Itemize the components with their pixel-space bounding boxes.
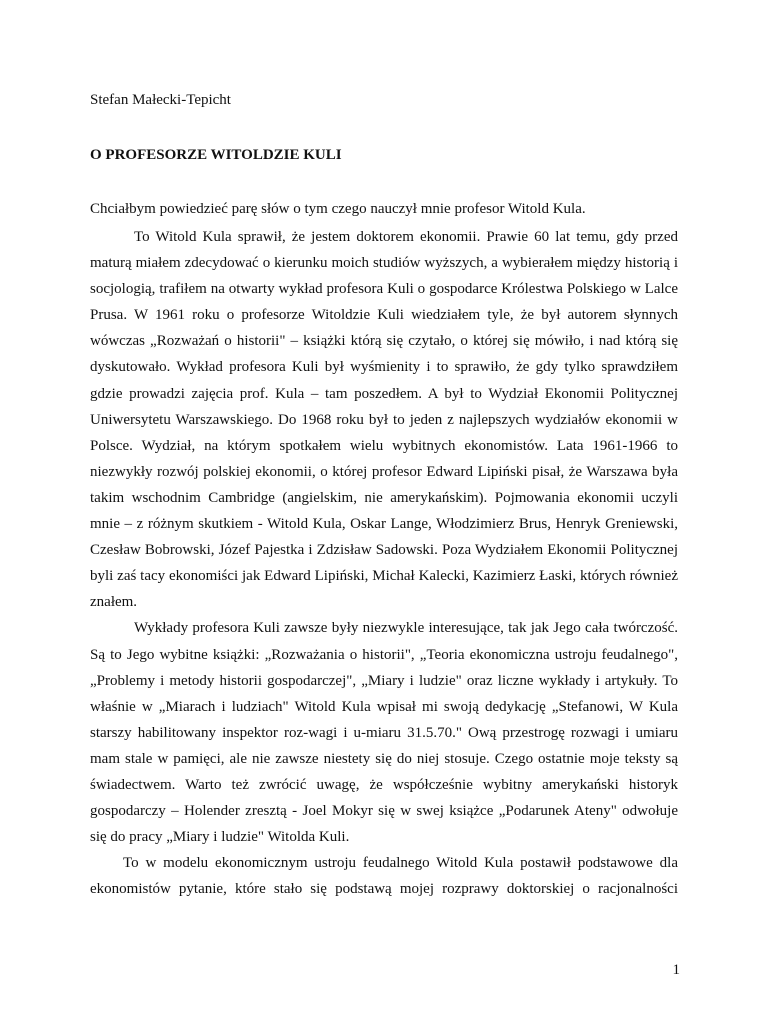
body-line: Wykłady profesora Kuli zawsze były niezwykle interesujące, tak jak Jego cała twórczość. (134, 620, 678, 637)
article-title: O PROFESORZE WITOLDZIE KULI (90, 147, 342, 163)
body-line: To Witold Kula sprawił, że jestem doktorem ekonomii. Prawie 60 lat temu, gdy przed (134, 229, 678, 245)
page-number: 1 (672, 962, 680, 978)
body-text (90, 224, 678, 902)
body-line: gdzie prowadzi zajęcia prof. Kula – tam poszedłem. A był to Wydział Ekonomii Politycznej (90, 385, 678, 402)
author-name: Stefan Małecki-Tepicht (90, 92, 231, 108)
body-line: właśnie w „Miarach i ludziach" Witold Kula wpisał mi swoją dedykację „Stefanowi, W Kula (90, 698, 678, 715)
body-line: „Problemy i metody historii gospodarczej", „Miary i ludzie" oraz liczne wykłady i artykuły. To (90, 672, 678, 689)
body-line: mnie – z różnym skutkiem - Witold Kula, Oskar Lange, Włodzimierz Brus, Henryk Greniewski, (90, 516, 678, 533)
body-line: Prusa. W 1961 roku o profesorze Witoldzie Kuli wiedziałem tyle, że był autorem słynnych (90, 307, 678, 324)
body-line: Są to Jego wybitne książki: „Rozważania o historii", „Teoria ekonomiczna ustroju feudalnego", (90, 646, 678, 663)
body-line: Uniwersytetu Warszawskiego. Do 1968 roku był to jeden z najlepszych wydziałów ekonomii w (90, 411, 678, 428)
body-line: dyskutowało. Wykład profesora Kuli był wyśmienity i to sprawiło, że gdy tylko sprawdziłem (90, 359, 678, 376)
body-line: maturą miałem zdecydować o kierunku moich studiów wyższych, a wybierałem między historią i (90, 255, 678, 272)
body-line: znałem. (90, 594, 138, 611)
body-line: ekonomistów pytanie, które stało się podstawą mojej rozprawy doktorskiej o racjonalności (90, 881, 678, 898)
body-line: starszy habilitowany inspektor roz-wagi i u-miaru 31.5.70." Ową przestrogę rozwagi i umiaru (90, 724, 678, 741)
body-line: niezwykły rozwój polskiej ekonomii, o której profesor Edward Lipiński pisał, że Warszawa była (90, 463, 678, 480)
body-line: wówczas „Rozważań o historii" – książki którą się czytało, o której się mówiło, i nad którą się (90, 333, 678, 350)
intro-paragraph: Chciałbym powiedzieć parę słów o tym czego nauczył mnie profesor Witold Kula. (90, 201, 586, 217)
body-line: gospodarczy – Holender zresztą - Joel Mokyr się w swej książce „Podarunek Ateny" odwołuje (90, 803, 678, 820)
body-line: socjologią, trafiłem na otwarty wykład profesora Kuli o gospodarce Królestwa Polskiego w Lalce (90, 281, 678, 298)
body-line: świadectwem. Warto też zwrócić uwagę, że współcześnie wybitny amerykański historyk (90, 776, 678, 793)
body-line: się do pracy „Miary i ludzie" Witolda Kuli. (90, 829, 350, 846)
body-line: To w modelu ekonomicznym ustroju feudalnego Witold Kula postawił podstawowe dla (123, 855, 678, 872)
body-line: takim wschodnim Cambridge (angielskim, nie amerykańskim). Pojmowania ekonomii uczyli (90, 489, 678, 506)
body-line: mam stale w pamięci, ale nie zawsze niestety się do niej stosuje. Czego ostatnie moje teksty są (90, 750, 678, 767)
body-line: Polsce. Wydział, na którym spotkałem wielu wybitnych ekonomistów. Lata 1961-1966 to (90, 437, 678, 454)
body-line: Czesław Bobrowski, Józef Pajestka i Zdzisław Sadowski. Poza Wydziałem Ekonomii Politycznej (90, 542, 678, 559)
body-line: byli zaś tacy ekonomiści jak Edward Lipiński, Michał Kalecki, Kazimierz Łaski, których również (90, 568, 678, 585)
